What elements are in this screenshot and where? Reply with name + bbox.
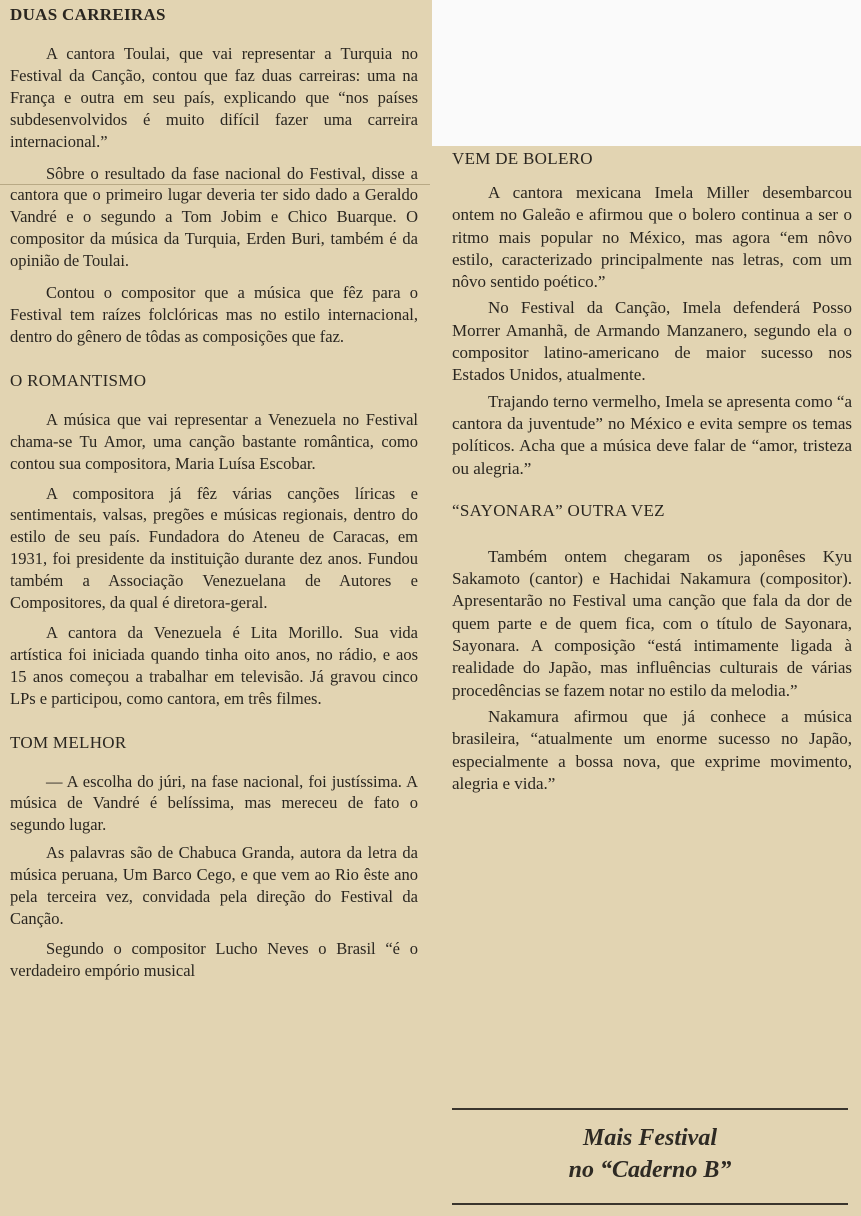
paragraph: Segundo o compositor Lucho Neves o Brasil “é o verdadeiro empório musical — [10, 938, 418, 980]
paragraph: As palavras são de Chabuca Granda, autora da letra da música peruana, Um Barco Cego, e que vem ao Rio êste ano pela terceira vez, convidada pela direção do Festival da Canção. — [10, 843, 418, 928]
fold-line — [0, 184, 430, 185]
left-column — [10, 0, 418, 982]
paragraph: Nakamura afirmou que já conhece a música brasileira, “atualmente um enorme sucesso no Japão, especialmente a bossa nova, que exprime movimento, alegria e vida.” — [452, 706, 852, 793]
paragraph: A cantora da Venezuela é Lita Morillo. Sua vida artística foi iniciada quando tinha oito anos, no rádio, e aos 15 anos começou a trabalhar em televisão. Já gravou cinco LPs e participou, como cantora, em três filmes. — [10, 622, 418, 708]
blank-area — [432, 0, 861, 146]
headline-vem-de-bolero: VEM DE BOLERO — [452, 149, 593, 168]
right-column — [452, 140, 852, 795]
divider-top — [452, 1108, 848, 1110]
paragraph: A cantora mexicana Imela Miller desembarcou ontem no Galeão e afirmou que o bolero continua a ser o ritmo mais popular no México, mas agora “em nôvo estilo, caracterizado principalmente nas letras, com um nôvo sentido poético.” — [452, 183, 852, 292]
footer-line-2: no “Caderno B” — [568, 1157, 732, 1183]
headline-duas-carreiras: DUAS CARREIRAS — [10, 5, 166, 24]
paragraph: Sôbre o resultado da fase nacional do Festival, disse a cantora que o primeiro lugar deveria ter sido dado a Geraldo Vandré e o segundo a Tom Jobim e Chico Buarque. O compositor da música da Turquia, Erden Buri, também é da opinião de Toulai. — [10, 163, 418, 271]
paragraph: Contou o compositor que a música que fêz para o Festival tem raízes folclóricas mas no estilo internacional, dentro do gênero de tôdas as composições que faz. — [10, 283, 418, 346]
headline-o-romantismo: O ROMANTISMO — [10, 370, 147, 390]
footer-note — [452, 1122, 848, 1186]
paragraph: Trajando terno vermelho, Imela se apresenta como “a cantora da juventude” no México e evita sempre os temas políticos. Acha que a música deve falar de “amor, tristeza ou alegria.” — [452, 391, 852, 478]
headline-sayonara-outra-vez: “SAYONARA” OUTRA VEZ — [452, 500, 665, 520]
headline-tom-melhor: TOM MELHOR — [10, 732, 127, 752]
footer-line-1: Mais Festival — [582, 1125, 717, 1151]
paragraph: A música que vai representar a Venezuela no Festival chama-se Tu Amor, uma canção bastante romântica, como contou sua compositora, Maria Luísa Escobar. — [10, 409, 418, 473]
paragraph: A compositora já fêz várias canções líricas e sentimentais, valsas, pregões e músicas regionais, dentro do estilo de seu país. Fundadora do Ateneu de Caracas, em 1931, foi presidente da instituição durante dez anos. Fundou também a Associação Venezuelana de Autores e Compositores, da qual é diretora-geral. — [10, 483, 418, 613]
divider-bottom — [452, 1203, 848, 1205]
paragraph: Também ontem chegaram os japonêses Kyu Sakamoto (cantor) e Hachidai Nakamura (compositor). Apresentarão no Festival uma canção que fala da dor de quem parte e de quem fica, com o título de Sayonara, Sayonara. A composição “está intimamente ligada à realidade do Japão, mas influências culturais de várias procedências se fazem notar no estilo da melodia.” — [452, 546, 852, 700]
paragraph: No Festival da Canção, Imela defenderá Posso Morrer Amanhã, de Armando Manzanero, segundo ela o compositor latino-americano de maior sucesso nos Estados Unidos, atualmente. — [452, 298, 852, 385]
paragraph: — A escolha do júri, na fase nacional, foi justíssima. A música de Vandré é belíssima, mas mereceu de fato o segundo lugar. — [10, 771, 418, 835]
paragraph: A cantora Toulai, que vai representar a Turquia no Festival da Canção, contou que faz duas carreiras: uma na França e outra em seu país, explicando que “nos países subdesenvolvidos é muito difícil fazer uma carreira internacional.” — [10, 44, 418, 151]
